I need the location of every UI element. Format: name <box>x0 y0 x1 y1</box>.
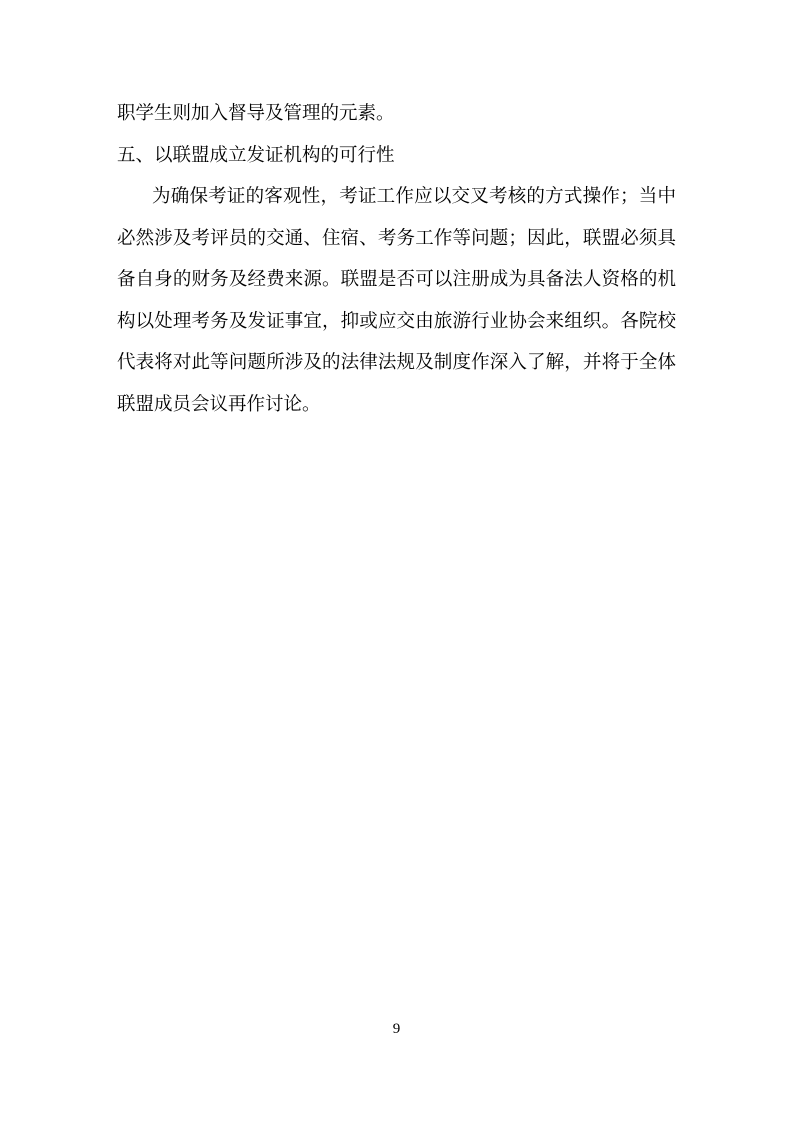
paragraph-line: 为确保考证的客观性，考证工作应以交叉考核的方式操作；当中 <box>152 187 676 207</box>
paragraph-line: 必然涉及考评员的交通、住宿、考务工作等问题；因此，联盟必须具 <box>117 228 676 249</box>
page-number: 9 <box>392 1021 401 1037</box>
paragraph-line: 备自身的财务及经费来源。联盟是否可以注册成为具备法人资格的机 <box>117 270 676 290</box>
paragraph-line: 联盟成员会议再作讨论。 <box>117 394 321 415</box>
document-body <box>117 94 676 426</box>
body-text-continuation-line: 职学生则加入督导及管理的元素。 <box>117 104 395 124</box>
paragraph-line: 构以处理考务及发证事宜，抑或应交由旅游行业协会来组织。各院校 <box>117 311 676 332</box>
section-heading: 五、以联盟成立发证机构的可行性 <box>117 145 395 166</box>
paragraph-line: 代表将对此等问题所涉及的法律法规及制度作深入了解，并将于全体 <box>117 353 676 373</box>
page-footer <box>0 1020 793 1038</box>
